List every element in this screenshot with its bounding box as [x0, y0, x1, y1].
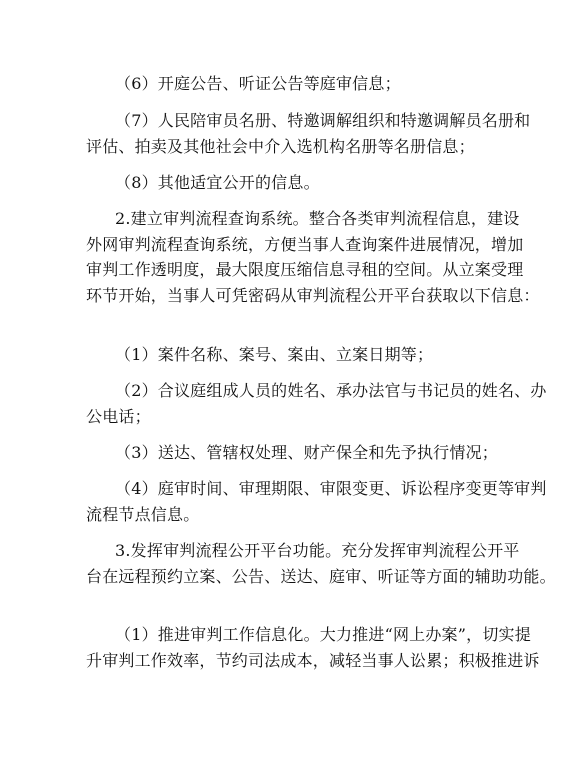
text-line: 环节开始，当事人可凭密码从审判流程公开平台获取以下信息：	[86, 286, 540, 305]
text-line: （1）推进审判工作信息化。大力推进“网上办案”，切实提	[115, 625, 531, 644]
text-line: （2）合议庭组成人员的姓名、承办法官与书记员的姓名、办	[115, 381, 547, 400]
text-line: 外网审判流程查询系统，方便当事人查询案件进展情况，增加	[86, 235, 524, 254]
text-line: 流程节点信息。	[86, 505, 200, 524]
text-line: （7）人民陪审员名册、特邀调解组织和特邀调解员名册和	[115, 111, 531, 130]
text-line: 3.发挥审判流程公开平台功能。充分发挥审判流程公开平	[115, 541, 520, 560]
text-line: 台在远程预约立案、公告、送达、庭审、听证等方面的辅助功能。	[86, 567, 556, 586]
text-line: 2.建立审判流程查询系统。整合各类审判流程信息，建设	[115, 209, 520, 228]
text-line: （6）开庭公告、听证公告等庭审信息；	[115, 74, 401, 93]
text-line: 评估、拍卖及其他社会中介入选机构名册等名册信息；	[86, 137, 475, 156]
text-line: （3）送达、管辖权处理、财产保全和先予执行情况；	[115, 443, 498, 462]
text-line: 审判工作透明度，最大限度压缩信息寻租的空间。从立案受理	[86, 260, 524, 279]
text-line: 升审判工作效率，节约司法成本，减轻当事人讼累；积极推进诉	[86, 651, 540, 670]
text-line: （1）案件名称、案号、案由、立案日期等；	[115, 345, 434, 364]
text-line: 公电话；	[86, 407, 151, 426]
text-line: （4）庭审时间、审理期限、审限变更、诉讼程序变更等审判	[115, 479, 547, 498]
text-line: （8）其他适宜公开的信息。	[115, 173, 320, 192]
